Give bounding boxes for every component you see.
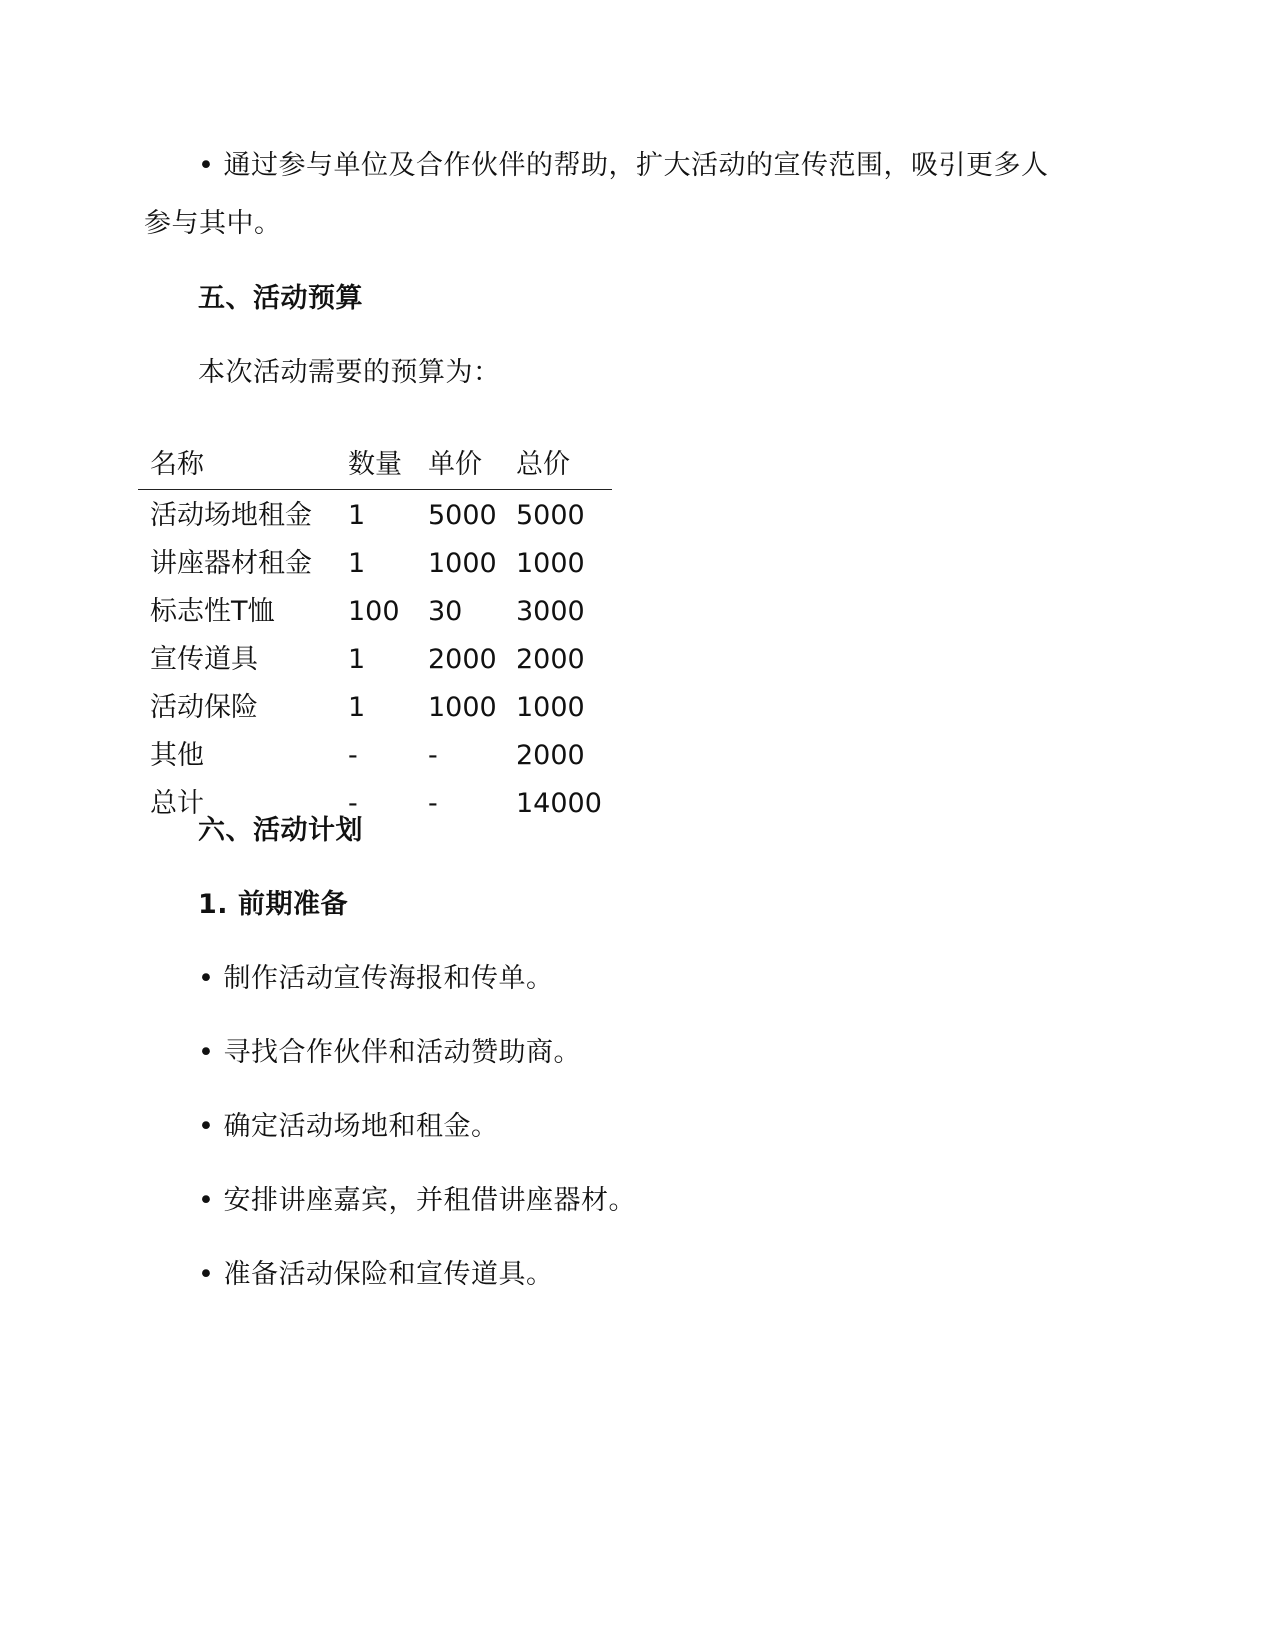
cell-quantity: 1 xyxy=(348,500,366,531)
cell-total-price: 2000 xyxy=(516,644,585,675)
section6-title: 六、活动计划 xyxy=(198,815,363,846)
header-unit-price: 单价 xyxy=(416,447,504,490)
cell-name: 讲座器材租金 xyxy=(150,548,312,579)
cell-unit-price: 1000 xyxy=(428,548,497,579)
subsection1-title: 1. 前期准备 xyxy=(198,889,348,920)
cell-name: 其他 xyxy=(150,740,204,771)
cell-quantity: 1 xyxy=(348,548,366,579)
cell-name: 标志性T恤 xyxy=(150,596,275,627)
table-row xyxy=(138,490,612,541)
cell-quantity: 1 xyxy=(348,692,366,723)
intro-bullet-line2: 参与其中。 xyxy=(144,208,282,239)
cell-total-price: 1000 xyxy=(516,692,585,723)
list-item: • 安排讲座嘉宾，并租借讲座器材。 xyxy=(198,1185,637,1216)
cell-unit-price: - xyxy=(428,740,438,771)
intro-bullet-line1: • 通过参与单位及合作伙伴的帮助，扩大活动的宣传范围，吸引更多人 xyxy=(198,150,1049,181)
header-total-price: 总价 xyxy=(504,447,612,490)
header-quantity: 数量 xyxy=(336,447,416,490)
table-row xyxy=(138,684,612,732)
table-row xyxy=(138,588,612,636)
cell-unit-price: 1000 xyxy=(428,692,497,723)
cell-name: 宣传道具 xyxy=(150,644,258,675)
cell-name: 活动保险 xyxy=(150,692,258,723)
list-item: • 制作活动宣传海报和传单。 xyxy=(198,963,554,994)
budget-table-header-row xyxy=(138,447,612,490)
list-item: • 确定活动场地和租金。 xyxy=(198,1111,499,1142)
cell-quantity: 100 xyxy=(348,596,400,627)
header-name: 名称 xyxy=(138,447,336,490)
cell-total-price: 2000 xyxy=(516,740,585,771)
cell-unit-price: - xyxy=(428,788,438,819)
section5-title: 五、活动预算 xyxy=(198,283,363,314)
list-item: • 准备活动保险和宣传道具。 xyxy=(198,1259,554,1290)
cell-total-price: 14000 xyxy=(516,788,602,819)
table-row xyxy=(138,732,612,780)
cell-quantity: - xyxy=(348,788,358,819)
cell-total-price: 1000 xyxy=(516,548,585,579)
cell-unit-price: 5000 xyxy=(428,500,497,531)
list-item: • 寻找合作伙伴和活动赞助商。 xyxy=(198,1037,582,1068)
cell-unit-price: 30 xyxy=(428,596,463,627)
budget-table xyxy=(138,447,612,828)
cell-name: 活动场地租金 xyxy=(150,500,312,531)
table-row xyxy=(138,636,612,684)
cell-name: 总计 xyxy=(150,788,204,819)
cell-unit-price: 2000 xyxy=(428,644,497,675)
cell-total-price: 3000 xyxy=(516,596,585,627)
cell-quantity: 1 xyxy=(348,644,366,675)
cell-total-price: 5000 xyxy=(516,500,585,531)
table-row xyxy=(138,540,612,588)
cell-quantity: - xyxy=(348,740,358,771)
budget-intro-text: 本次活动需要的预算为： xyxy=(198,357,501,388)
